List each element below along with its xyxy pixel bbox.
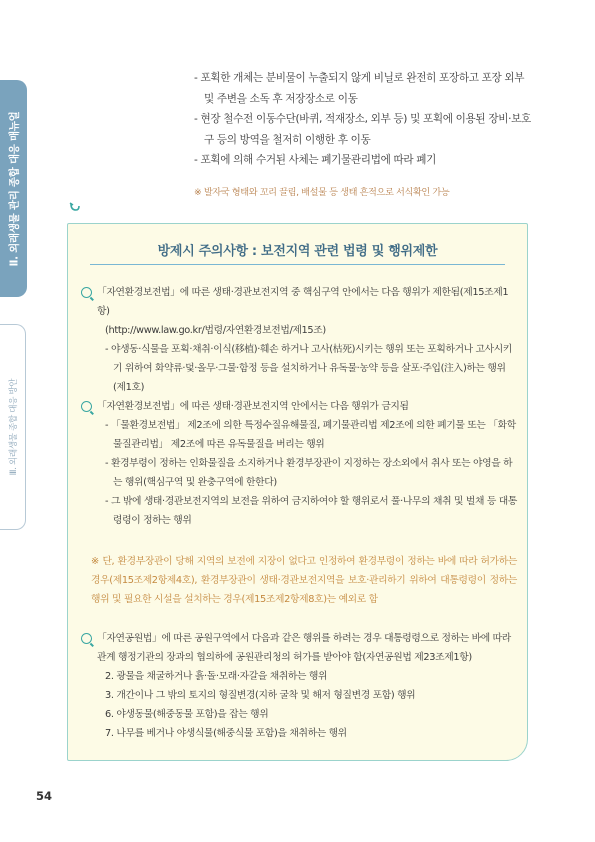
- list-item: - 야생동·식물을 포획·채취·이식(移植)·훼손 하거나 고사(枯死)시키는 행위 또는 포획하거나 고사시키기 위하여 화약류·덫·올무·그물·함정 등을 설치하거나 유독물·농약 등을 살포·주입(注入)하는 행위(제1호): [105, 344, 513, 393]
- caution-box: [67, 223, 528, 761]
- section-head: 「자연공원법」에 따른 공원구역에서 다음과 같은 행위를 하려는 경우 대통령령으로 정하는 바에 따라 관계 행정기관의 장과의 협의하에 공원관리청의 허가를 받아야 함(자연공원법 제23조제1항): [97, 633, 511, 663]
- side-tab-active[interactable]: [0, 80, 27, 297]
- section-nature-conservation-act-restricted: [81, 283, 517, 397]
- exception-note: [81, 552, 517, 609]
- side-tab-active-label: Ⅱ. 외래생물 관리 종합 대응 매뉴얼: [8, 110, 20, 267]
- section-head: 「자연환경보전법」에 따른 생태·경관보전지역 안에서는 다음 행위가 금지됨: [97, 401, 409, 412]
- list-item: - 「물환경보전법」 제2조에 의한 특정수질유해물질, 폐기물관리법 제2조에 의한 폐기물 또는 「화학물질관리법」 제2조에 따른 유독물질을 버리는 행위: [105, 420, 516, 450]
- list-item: 6. 야생동물(해중동물 포함)을 잡는 행위: [105, 709, 269, 720]
- section-natural-parks-act: [81, 629, 517, 743]
- note-text: ※ 단, 환경부장관이 당해 지역의 보전에 지장이 없다고 인정하여 환경부령이 정하는 바에 따라 허가하는 경우(제15조제2항제4호), 환경부장관이 생태·경관보전지역을 보호·관리하기 위하여 대통령령이 정하는 행위 및 필요한 시설을 설치하는 경우(제15조제2항제8호)는 예외로 함: [91, 556, 517, 605]
- title-divider: [90, 264, 505, 265]
- search-icon: [81, 633, 92, 644]
- section-nature-conservation-act-prohibited: [81, 397, 517, 530]
- search-icon: [81, 401, 92, 412]
- list-item: - 그 밖에 생태·경관보전지역의 보전을 위하여 금지하여야 할 행위로서 풀·나무의 채취 및 벌채 등 대통령령이 정하는 행위: [105, 496, 517, 526]
- box-title: 방제시 주의사항 : 보전지역 관련 법령 및 행위제한: [157, 244, 438, 259]
- list-item: 7. 나무를 베거나 야생식물(해중식물 포함)을 채취하는 행위: [105, 728, 347, 739]
- top-bullet-list: [194, 68, 534, 171]
- list-item: - 현장 철수전 이동수단(바퀴, 적재장소, 외부 등) 및 포획에 이용된 장비·보호구 등의 방역을 철저히 이행한 후 이동: [194, 113, 531, 146]
- side-tab-inactive[interactable]: [0, 324, 26, 530]
- page-number: 54: [36, 789, 53, 803]
- clip-icon: [68, 200, 82, 214]
- section-head: 「자연환경보전법」에 따른 생태·경관보전지역 중 핵심구역 안에서는 다음 행위가 제한됨(제15조제1항): [97, 287, 509, 317]
- list-item: - 포획한 개체는 분비물이 누출되지 않게 비닐로 완전히 포장하고 포장 외부 및 주변을 소독 후 저장장소로 이동: [194, 72, 525, 105]
- side-tab-inactive-label: Ⅲ. 외래생물 종합 대응 방안: [8, 378, 19, 476]
- list-item: 2. 광물을 채굴하거나 흙·돌·모래·자갈을 채취하는 행위: [105, 671, 328, 682]
- list-item: 3. 개간이나 그 밖의 토지의 형질변경(지하 굴착 및 해저 형질변경 포함) 행위: [105, 690, 416, 701]
- search-icon: [81, 287, 92, 298]
- list-item: - 포획에 의해 수거된 사체는 폐기물관리법에 따라 폐기: [194, 154, 437, 166]
- law-link[interactable]: (http://www.law.go.kr/법령/자연환경보전법/제15조): [105, 325, 326, 336]
- list-item: - 환경부령이 정하는 인화물질을 소지하거나 환경부장관이 지정하는 장소외에서 취사 또는 야영을 하는 행위(핵심구역 및 완충구역에 한한다): [105, 458, 513, 488]
- top-note: ※ 발자국 형태와 꼬리 끌림, 배설물 등 생태 흔적으로 서식확인 가능: [194, 187, 450, 198]
